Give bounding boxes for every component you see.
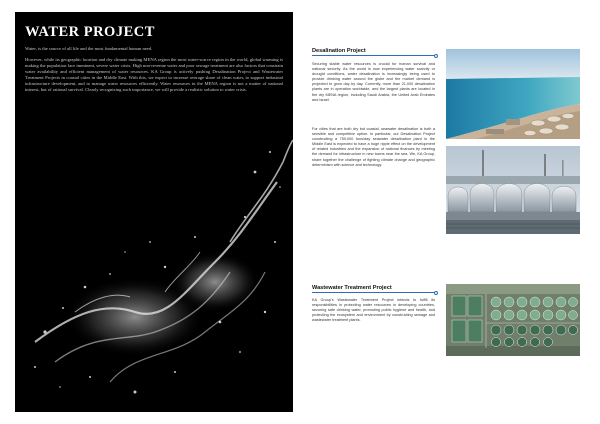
desalination-title: Desalination Project	[312, 48, 366, 54]
page-title: WATER PROJECT	[25, 24, 155, 40]
wastewater-paragraph-1: KA Group's Wastewater Treatment Project intends to fulfill its responsibilities in protecting water resources in developing countries, securing safe drinking water, promoting public hygiene and health, and protecting the ecosystem and environment by constructing sewage and wastewater treatment plants.	[312, 298, 435, 323]
desalination-rule	[312, 55, 435, 56]
desalination-paragraph-2: For cities that are both dry but coastal, seawater desalination is both a sensible and competitive option. In particular, our Desalination Project constructing a 750,000 tons/day seawater desalination plant in the Middle East is expected to have a huge ripple effect on the development of related industries and the expansion of national finances by meeting the demand for infrastructure in new towns near the sea. We, KA Group, share together the challenge of fighting climate change and geographic determinism with science and technology.	[312, 127, 435, 167]
desalination-paragraph-1: Securing stable water resources is crucial for human survival and national security. As the world is now experiencing water scarcity or drought conditions, water desalination is increasingly being used to provide drinking water around the globe and the market demand is projected to grow day by day. Currently, more than 21,000 desalination plants are in operation worldwide, and the largest plants are located in the dry MENA region, including Saudi Arabia, the United Arab Emirates and Israel.	[312, 62, 435, 102]
body-text: However, while its geographic location and dry climate making MENA region the most water-scarce region in the world, global warming is making the population face imminent, severe water crisis. High non-revenue water and poor sewage treatment are also factors that constrain water availability and efficient management of water resources. KA Group is actively pushing Desalination Project and Wastewater Treatment Projects in coastal cities in the Middle East. With this, we expect to increase average share of clean water, to support industrial infrastructure development, and to manage water resources efficiently. Water resources in the MENA region is not a matter of national interest, but of rational survival. Clearly recognizing such importance, we will provide a realistic solution to water crisis.	[25, 57, 283, 93]
wastewater-rule	[312, 292, 435, 293]
industrial-plant-photo	[446, 146, 580, 234]
wastewater-rule-end	[434, 291, 438, 295]
coastal-desalination-photo	[446, 49, 580, 139]
wastewater-title: Wastewater Treatment Project	[312, 285, 392, 291]
intro-text: Water, is the source of all life and the most fundamental human need.	[25, 46, 153, 51]
desalination-rule-end	[434, 54, 438, 58]
wastewater-plant-aerial-photo	[446, 284, 580, 356]
water-project-panel	[15, 12, 293, 412]
